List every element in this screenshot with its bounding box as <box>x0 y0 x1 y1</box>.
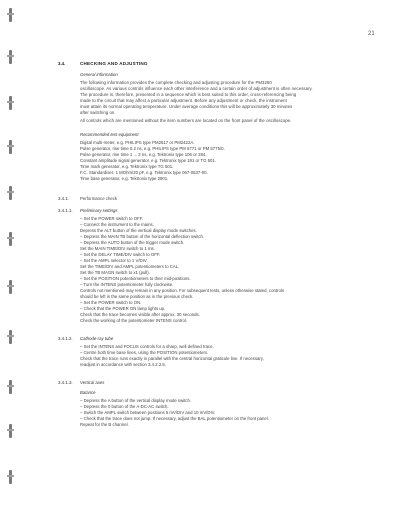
procedure-line: – Check that the POWER ON lamp lights up. <box>80 306 166 311</box>
procedure-line: – Set the INTENS and FOCUS controls for a sharp, well defined trace. <box>80 344 214 349</box>
procedure-line: Controls not mentioned may remain in any position. For subsequent tests, unless otherwise stated, controls <box>80 288 284 293</box>
test-equipment-line: Pulse generator, rise time 1 ... 2 ns, e.g. Tektronix type 106 or 284. <box>80 152 207 157</box>
test-equipment-heading: Recommended test equipment <box>80 132 139 137</box>
general-line: must attain its normal operating temperature. Under average conditions this will be approximately 30 minutes <box>80 104 293 109</box>
procedure-line: – Connect the instrument to the mains. <box>80 222 154 227</box>
procedure-line: – Depress the MAIN TB button of the horizontal deflection switch. <box>80 234 205 239</box>
general-line: All controls which are mentioned without the item numbers are located on the front panel of the oscilloscope. <box>80 118 292 123</box>
section-title: CHECKING AND ADJUSTING <box>80 61 148 66</box>
binder-ring <box>9 232 12 246</box>
procedure-line: Check the working of the potentiometer INTENS control. <box>80 318 187 323</box>
procedure-line: – Set the POWER switch to OFF. <box>80 216 144 221</box>
procedure-line: – Turn the INTENS potentiometer fully clockwise. <box>80 282 174 287</box>
balance-heading: Balance <box>80 390 96 395</box>
general-line: The following information provides the complete checking and adjusting procedure for the PM3260 <box>80 80 272 85</box>
procedure-line: Set the TIME/DIV and AMPL potentiometers to CAL. <box>80 264 180 269</box>
general-line: The procedure is, therefore, presented in a sequence which is best suited to this order, cross-referencing being <box>80 92 297 97</box>
binder-ring <box>9 330 12 344</box>
binder-ring <box>9 424 12 438</box>
procedure-line: – Set the AMPL selector to 1 V/DIV. <box>80 258 148 263</box>
binder-ring <box>9 280 12 294</box>
procedure-line: Set the TB MAGN switch to x1 (pull). <box>80 270 150 275</box>
general-heading: General information <box>80 72 118 77</box>
subsubsection-number: 3.4.1.2. <box>58 336 73 341</box>
procedure-line: – Centre both time base lines, using the POSITION potentiometers. <box>80 350 209 355</box>
procedure-line: – Depress the A button of the vertical display mode switch. <box>80 398 192 403</box>
procedure-line: – Set the POWER switch to ON. <box>80 300 142 305</box>
section-number: 3.4. <box>58 61 66 66</box>
procedure-line: Depress the ALT button of the vertical display mode switches. <box>80 228 197 233</box>
subsubsection-title: Cathode-ray tube <box>80 336 114 341</box>
procedure-line: – Depress the 0 button of the A-DC-AC switch. <box>80 404 169 409</box>
subsection-title: Performance check <box>80 196 118 201</box>
subsubsection-title: Vertical axes <box>80 380 105 385</box>
procedure-line: readjust in accordance with section 3.4.2.2.5. <box>80 362 166 367</box>
binder-ring <box>9 470 12 484</box>
test-equipment-line: F.C. Standardiser: 1 MOhm/20 pF, e.g. Tektronix type 067-0537-00. <box>80 170 208 175</box>
procedure-line: Repeat for the B channel. <box>80 422 129 427</box>
procedure-line: – Depress the AUTO button of the trigger mode switch. <box>80 240 185 245</box>
binder-ring <box>9 8 12 22</box>
subsubsection-title: Preliminary settings <box>80 208 118 213</box>
test-equipment-line: Pulse generator, rise time 0.2 ns, e.g. PHILIPS type PM 5771 or PM 5775/0. <box>80 146 225 151</box>
general-line: after switching on. <box>80 110 116 115</box>
general-line: oscilloscope. As various controls influence each other interference and a certain order of adjustment is often necessary. <box>80 86 313 91</box>
binder-ring <box>9 380 12 394</box>
binder-holes <box>0 0 18 518</box>
binder-ring <box>9 140 12 154</box>
procedure-line: Check that the trace runs exactly in parallel with the central horizontal graticule line. If necessary, <box>80 356 264 361</box>
procedure-line: should be left in the same position as in the previous check. <box>80 294 194 299</box>
procedure-line: – Switch the AMPL switch between positions 5 mV/DIV and 10 mV/DIV. <box>80 410 216 415</box>
subsection-number: 3.4.1. <box>58 196 69 201</box>
subsubsection-number: 3.4.1.3. <box>58 380 73 385</box>
general-line: made to the circuit that may affect a particular adjustment. Before any adjustment or check, the instrument <box>80 98 287 103</box>
test-equipment-line: Time base generator, e.g. Tektronix type 2901. <box>80 176 169 181</box>
test-equipment-line: Time mark generator, e.g. Tektronix type TG 501. <box>80 164 174 169</box>
procedure-line: – Set the DELAY TIME/DIV switch to OFF. <box>80 252 161 257</box>
procedure-line: Set the MAIN TIME/DIV switch to 1 ms. <box>80 246 155 251</box>
binder-ring <box>9 186 12 200</box>
test-equipment-line: Digital multi-meter, e.g. PHILIPS type PM2517 or PM2422A. <box>80 140 195 145</box>
binder-ring <box>9 50 12 64</box>
page-number: 21 <box>368 31 375 37</box>
procedure-line: – Set the POSITION potentiometers to their mid-positions. <box>80 276 191 281</box>
test-equipment-line: Constant amplitude signal generator, e.g. Tektronix type 191 or TG 501. <box>80 158 216 163</box>
subsubsection-number: 3.4.1.1. <box>58 208 73 213</box>
procedure-line: – Check that the trace does not jump. If necessary, adjust the BAL potentiometer on the front panel. <box>80 416 269 421</box>
procedure-line: Check that the trace becomes visible after approx. 30 seconds. <box>80 312 200 317</box>
binder-ring <box>9 96 12 110</box>
